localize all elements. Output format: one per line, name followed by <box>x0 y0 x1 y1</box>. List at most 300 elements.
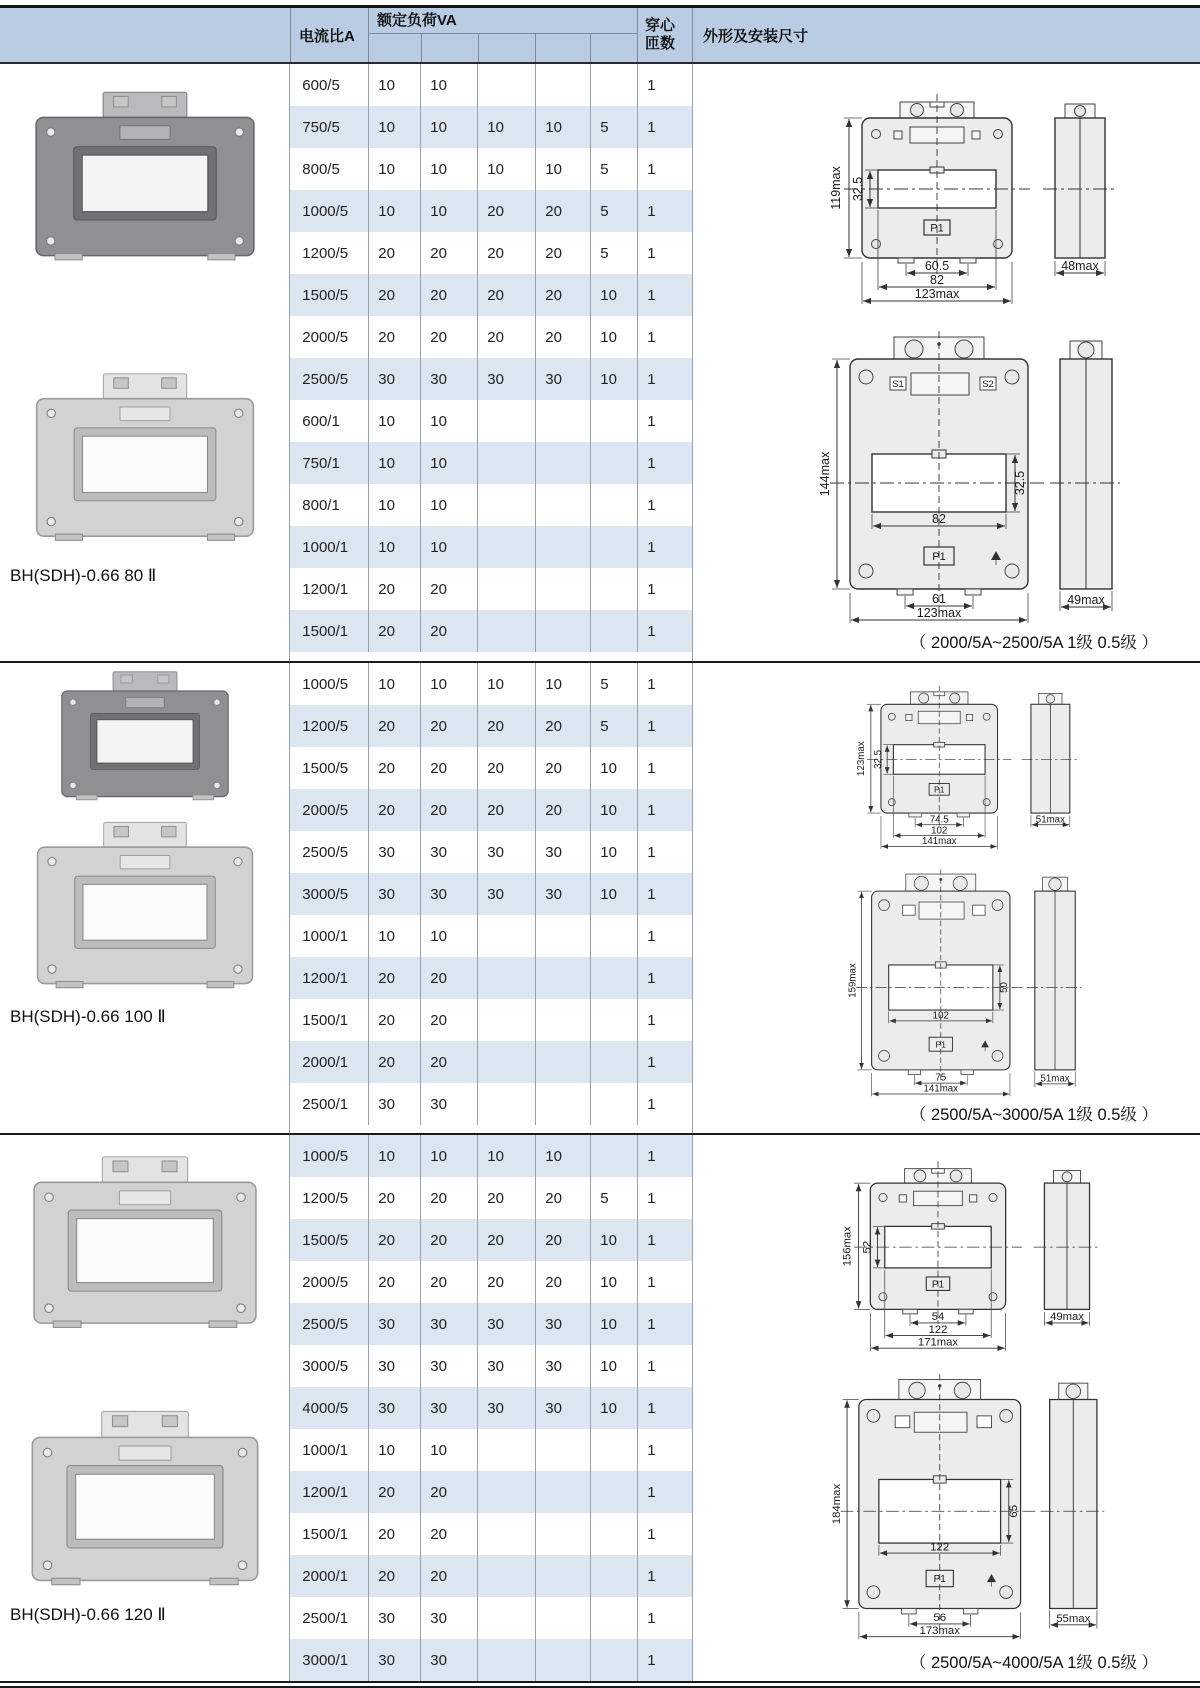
cell-class-02s: 10 <box>590 747 637 789</box>
cell-class-05s <box>477 400 535 442</box>
dim-depth: 48max <box>1060 259 1099 273</box>
cell-ratio: 4000/5 <box>302 1399 349 1417</box>
product-photos-120 <box>0 1135 289 1681</box>
cell-class-02 <box>535 915 590 957</box>
dim-depth: 51max <box>1035 814 1065 826</box>
cell-class-02: 10 <box>535 663 590 705</box>
cell-turns: 1 <box>637 1555 692 1597</box>
cell-class-02s <box>590 484 637 526</box>
cell-class-02: 30 <box>535 831 590 873</box>
cell-class-02 <box>535 999 590 1041</box>
cell-class-1: 20 <box>368 316 420 358</box>
table-header <box>0 5 1200 64</box>
table-row <box>290 747 692 789</box>
cell-class-02: 20 <box>535 316 590 358</box>
cell-ratio: 1000/1 <box>302 927 349 945</box>
cell-class-05s: 20 <box>477 232 535 274</box>
header-turns <box>637 8 692 62</box>
dim-height: 144max <box>817 451 832 497</box>
dim-overall-width: 123max <box>916 606 961 620</box>
header-turns-line1: 穿心 <box>645 17 676 34</box>
cell-class-1: 20 <box>368 610 420 652</box>
table-row <box>290 873 692 915</box>
p1-label: P1 <box>933 1574 946 1586</box>
dim-overall-width: 123max <box>914 287 959 301</box>
cell-class-05s <box>477 1083 535 1125</box>
cell-class-05: 30 <box>420 1303 477 1345</box>
product-photos-100 <box>0 663 289 1133</box>
cell-class-1: 30 <box>368 1345 420 1387</box>
cell-class-05s: 10 <box>477 148 535 190</box>
cell-class-02s: 5 <box>590 106 637 148</box>
cell-class-05s: 20 <box>477 190 535 232</box>
cell-class-05: 20 <box>420 789 477 831</box>
cell-class-05: 30 <box>420 1345 477 1387</box>
cell-class-02s <box>590 1041 637 1083</box>
cell-turns: 1 <box>637 663 692 705</box>
model-name: BH(SDH)-0.66 120 Ⅱ <box>10 1605 166 1624</box>
dim-height: 156max <box>841 1226 854 1267</box>
cell-class-1: 20 <box>368 1471 420 1513</box>
table-row <box>290 1135 692 1177</box>
cell-class-05s <box>477 442 535 484</box>
product-photo <box>21 813 269 995</box>
header-class-col <box>421 34 478 62</box>
cell-turns: 1 <box>637 1083 692 1125</box>
s2-label: S2 <box>981 379 994 390</box>
cell-class-05: 10 <box>420 1429 477 1471</box>
cell-ratio: 750/1 <box>302 454 340 472</box>
cell-turns: 1 <box>637 873 692 915</box>
cell-class-02s <box>590 442 637 484</box>
cell-ratio: 1000/5 <box>302 202 349 220</box>
cell-class-02s: 5 <box>590 663 637 705</box>
cell-ratio: 1000/5 <box>302 1147 349 1165</box>
drawing-caption: （ 2500/5A~4000/5A 1级 0.5级 ） <box>909 1654 1158 1672</box>
cell-class-1: 20 <box>368 789 420 831</box>
cell-class-02s <box>590 1135 637 1177</box>
cell-class-05s: 20 <box>477 1261 535 1303</box>
cell-class-05s: 20 <box>477 789 535 831</box>
cell-class-05s <box>477 1041 535 1083</box>
cell-class-02s: 5 <box>590 232 637 274</box>
cell-class-05s: 10 <box>477 663 535 705</box>
cell-class-02s: 10 <box>590 873 637 915</box>
spec-rows <box>290 663 692 1125</box>
cell-class-1: 20 <box>368 957 420 999</box>
cell-class-05s <box>477 1555 535 1597</box>
table-row <box>290 190 692 232</box>
product-photo <box>15 1399 275 1595</box>
table-row <box>290 1513 692 1555</box>
cell-class-02 <box>535 1429 590 1471</box>
p1-label: P1 <box>931 1279 944 1291</box>
cell-class-02s <box>590 1429 637 1471</box>
header-rated-load-title: 额定负荷VA <box>369 8 637 34</box>
cell-turns: 1 <box>637 64 692 106</box>
cell-turns: 1 <box>637 1219 692 1261</box>
cell-class-02s <box>590 1083 637 1125</box>
cell-class-02s: 5 <box>590 705 637 747</box>
cell-class-05s: 10 <box>477 106 535 148</box>
cell-class-02 <box>535 400 590 442</box>
product-photo <box>26 667 264 803</box>
cell-turns: 1 <box>637 316 692 358</box>
dim-window-width: 122 <box>929 1541 949 1554</box>
cell-class-02 <box>535 1041 590 1083</box>
table-row <box>290 705 692 747</box>
table-row <box>290 106 692 148</box>
cell-ratio: 1000/1 <box>302 538 349 556</box>
p1-label: P1 <box>933 784 945 795</box>
dim-foot-spacing: 54 <box>931 1311 944 1324</box>
cell-turns: 1 <box>637 999 692 1041</box>
cell-class-02: 20 <box>535 747 590 789</box>
cell-class-02s: 10 <box>590 274 637 316</box>
cell-ratio: 600/1 <box>302 412 340 430</box>
cell-class-05: 20 <box>420 610 477 652</box>
dim-foot-spacing: 75 <box>935 1072 946 1084</box>
cell-class-1: 30 <box>368 1083 420 1125</box>
cell-class-05s: 30 <box>477 831 535 873</box>
table-row <box>290 915 692 957</box>
cell-class-1: 30 <box>368 1639 420 1681</box>
table-row <box>290 1177 692 1219</box>
cell-class-02s: 10 <box>590 1261 637 1303</box>
dim-foot-spacing: 61 <box>931 592 946 606</box>
cell-turns: 1 <box>637 1429 692 1471</box>
cell-ratio: 1500/1 <box>302 1011 349 1029</box>
cell-class-1: 30 <box>368 358 420 400</box>
product-section-120 <box>0 1135 1200 1683</box>
dimension-drawing-front-large <box>772 319 1122 629</box>
table-row <box>290 1041 692 1083</box>
cell-class-05: 30 <box>420 358 477 400</box>
cell-ratio: 1000/1 <box>302 1441 349 1459</box>
cell-class-02 <box>535 1513 590 1555</box>
dim-foot-spacing: 60.5 <box>924 259 949 273</box>
cell-class-05: 20 <box>420 1513 477 1555</box>
cell-class-02: 30 <box>535 1303 590 1345</box>
cell-class-02 <box>535 1471 590 1513</box>
cell-class-05s: 30 <box>477 1387 535 1429</box>
dim-depth: 49max <box>1066 593 1105 607</box>
cell-class-02: 30 <box>535 1387 590 1429</box>
spec-rows <box>290 1135 692 1681</box>
cell-ratio: 2000/1 <box>302 1567 349 1585</box>
cell-class-1: 10 <box>368 663 420 705</box>
table-row <box>290 789 692 831</box>
dim-window-height: 32.5 <box>1012 470 1027 496</box>
cell-class-05s <box>477 610 535 652</box>
dim-overall-width: 141max <box>923 1083 958 1095</box>
cell-turns: 1 <box>637 789 692 831</box>
cell-class-02 <box>535 1597 590 1639</box>
cell-class-05s <box>477 1429 535 1471</box>
dim-foot-spacing: 56 <box>933 1612 946 1625</box>
cell-class-02: 30 <box>535 1345 590 1387</box>
table-row <box>290 957 692 999</box>
dimension-drawing-front <box>789 1147 1105 1359</box>
cell-class-1: 30 <box>368 1387 420 1429</box>
cell-class-05: 10 <box>420 400 477 442</box>
cell-class-05s: 30 <box>477 1345 535 1387</box>
cell-ratio: 1500/1 <box>302 1525 349 1543</box>
cell-turns: 1 <box>637 1345 692 1387</box>
dim-window-height: 32.5 <box>850 176 865 202</box>
cell-turns: 1 <box>637 957 692 999</box>
cell-class-05: 20 <box>420 568 477 610</box>
cell-class-1: 10 <box>368 915 420 957</box>
cell-class-02: 30 <box>535 358 590 400</box>
table-row <box>290 1083 692 1125</box>
table-row <box>290 1219 692 1261</box>
cell-class-1: 10 <box>368 190 420 232</box>
cell-class-02s <box>590 957 637 999</box>
table-row <box>290 484 692 526</box>
cell-class-02s: 10 <box>590 1219 637 1261</box>
cell-class-02s <box>590 526 637 568</box>
cell-class-02: 20 <box>535 1219 590 1261</box>
dimension-drawings-80 <box>692 64 1200 661</box>
spec-table-120 <box>289 1135 692 1681</box>
cell-ratio: 800/1 <box>302 496 340 514</box>
cell-class-02: 30 <box>535 873 590 915</box>
product-photo <box>16 86 274 264</box>
cell-class-02s: 5 <box>590 148 637 190</box>
cell-ratio: 2500/5 <box>302 843 349 861</box>
spec-rows <box>290 64 692 652</box>
model-name: BH(SDH)-0.66 80 Ⅱ <box>10 566 157 585</box>
cell-turns: 1 <box>637 831 692 873</box>
dim-overall-width: 141max <box>921 836 957 848</box>
cell-turns: 1 <box>637 400 692 442</box>
dim-window-width: 122 <box>928 1323 948 1336</box>
dim-height: 184max <box>830 1483 843 1525</box>
cell-class-05: 10 <box>420 1135 477 1177</box>
cell-ratio: 2000/5 <box>302 328 349 346</box>
cell-class-05: 20 <box>420 999 477 1041</box>
dim-window-width: 82 <box>931 512 946 526</box>
cell-class-1: 20 <box>368 1041 420 1083</box>
cell-turns: 1 <box>637 526 692 568</box>
cell-class-05: 10 <box>420 526 477 568</box>
cell-class-1: 20 <box>368 274 420 316</box>
cell-class-05s: 30 <box>477 873 535 915</box>
cell-class-05s <box>477 999 535 1041</box>
cell-class-02s <box>590 64 637 106</box>
cell-turns: 1 <box>637 442 692 484</box>
cell-class-02 <box>535 526 590 568</box>
table-row <box>290 1387 692 1429</box>
cell-class-1: 30 <box>368 1303 420 1345</box>
cell-ratio: 2500/5 <box>302 370 349 388</box>
cell-class-05: 30 <box>420 1083 477 1125</box>
cell-ratio: 1500/5 <box>302 1231 349 1249</box>
cell-class-1: 10 <box>368 526 420 568</box>
cell-class-02s: 10 <box>590 316 637 358</box>
cell-class-05: 10 <box>420 915 477 957</box>
dim-window-width: 102 <box>932 1010 949 1022</box>
table-row <box>290 1471 692 1513</box>
cell-class-02: 10 <box>535 106 590 148</box>
p1-label: P1 <box>935 1039 946 1050</box>
cell-class-1: 20 <box>368 1555 420 1597</box>
cell-turns: 1 <box>637 1303 692 1345</box>
cell-class-05s: 30 <box>477 1303 535 1345</box>
cell-class-02 <box>535 484 590 526</box>
cell-class-02s <box>590 400 637 442</box>
cell-ratio: 2000/5 <box>302 801 349 819</box>
table-row <box>290 274 692 316</box>
product-section-80 <box>0 64 1200 663</box>
cell-turns: 1 <box>637 1387 692 1429</box>
spec-table-80 <box>289 64 692 661</box>
table-row <box>290 1345 692 1387</box>
table-row <box>290 232 692 274</box>
cell-turns: 1 <box>637 232 692 274</box>
cell-ratio: 1000/5 <box>302 675 349 693</box>
product-photo <box>20 360 270 552</box>
cell-turns: 1 <box>637 274 692 316</box>
cell-turns: 1 <box>637 106 692 148</box>
table-row <box>290 831 692 873</box>
cell-class-05: 20 <box>420 747 477 789</box>
cell-class-02s: 5 <box>590 190 637 232</box>
cell-class-1: 10 <box>368 1429 420 1471</box>
dim-window-height: 52 <box>860 1240 873 1254</box>
cell-class-1: 10 <box>368 400 420 442</box>
cell-class-02: 20 <box>535 274 590 316</box>
spec-table-100 <box>289 663 692 1133</box>
cell-class-05s <box>477 526 535 568</box>
cell-class-02: 20 <box>535 232 590 274</box>
cell-class-02s <box>590 1555 637 1597</box>
cell-ratio: 2500/1 <box>302 1095 349 1113</box>
cell-class-05: 30 <box>420 873 477 915</box>
cell-class-02s: 5 <box>590 1177 637 1219</box>
cell-turns: 1 <box>637 1261 692 1303</box>
model-name: BH(SDH)-0.66 100 Ⅱ <box>10 1007 166 1026</box>
table-row <box>290 316 692 358</box>
cell-class-05: 30 <box>420 831 477 873</box>
cell-class-02 <box>535 610 590 652</box>
table-row <box>290 999 692 1041</box>
cell-turns: 1 <box>637 915 692 957</box>
cell-class-1: 20 <box>368 1219 420 1261</box>
cell-class-05: 20 <box>420 1555 477 1597</box>
dim-height: 123max <box>855 741 867 776</box>
s1-label: S1 <box>891 379 904 390</box>
cell-class-05: 20 <box>420 316 477 358</box>
cell-ratio: 1200/5 <box>302 717 349 735</box>
cell-class-05: 20 <box>420 232 477 274</box>
drawing-caption: （ 2000/5A~2500/5A 1级 0.5级 ） <box>909 634 1158 652</box>
cell-class-05s <box>477 484 535 526</box>
cell-class-1: 20 <box>368 747 420 789</box>
cell-turns: 1 <box>637 1513 692 1555</box>
cell-turns: 1 <box>637 148 692 190</box>
cell-class-05s: 10 <box>477 1135 535 1177</box>
cell-class-05s <box>477 915 535 957</box>
cell-class-05: 10 <box>420 64 477 106</box>
cell-turns: 1 <box>637 1177 692 1219</box>
p1-label: P1 <box>931 551 946 563</box>
cell-class-1: 10 <box>368 106 420 148</box>
cell-class-05: 30 <box>420 1387 477 1429</box>
cell-turns: 1 <box>637 1135 692 1177</box>
dimension-drawing-front-large <box>788 1363 1106 1645</box>
cell-class-02s: 10 <box>590 1387 637 1429</box>
cell-ratio: 1200/5 <box>302 1189 349 1207</box>
dim-overall-width: 173max <box>919 1624 960 1637</box>
cell-class-02: 20 <box>535 789 590 831</box>
cell-class-1: 20 <box>368 568 420 610</box>
cell-class-05s <box>477 957 535 999</box>
cell-class-02 <box>535 1555 590 1597</box>
header-current-ratio: 电流比A <box>290 8 368 62</box>
header-class-col <box>369 34 421 62</box>
table-row <box>290 1261 692 1303</box>
cell-class-02s: 10 <box>590 831 637 873</box>
table-row <box>290 526 692 568</box>
product-photos-80 <box>0 64 289 661</box>
cell-class-05s <box>477 1597 535 1639</box>
header-photo-spacer <box>0 8 290 62</box>
cell-class-02: 20 <box>535 705 590 747</box>
cell-class-02: 20 <box>535 190 590 232</box>
cell-class-05: 10 <box>420 663 477 705</box>
dimension-drawing-front <box>772 78 1122 313</box>
cell-ratio: 600/5 <box>302 76 340 94</box>
cell-turns: 1 <box>637 1041 692 1083</box>
dim-depth: 51max <box>1040 1073 1070 1085</box>
cell-class-02 <box>535 1083 590 1125</box>
dimension-drawing-front-large <box>811 860 1083 1101</box>
header-class-col <box>478 34 536 62</box>
cell-class-1: 20 <box>368 1261 420 1303</box>
cell-class-02 <box>535 442 590 484</box>
cell-ratio: 1200/5 <box>302 244 349 262</box>
dim-height: 159max <box>846 963 858 998</box>
cell-ratio: 1200/1 <box>302 1483 349 1501</box>
cell-ratio: 2000/5 <box>302 1273 349 1291</box>
cell-class-02s <box>590 1597 637 1639</box>
dimension-drawings-100 <box>692 663 1200 1133</box>
cell-class-1: 20 <box>368 999 420 1041</box>
cell-turns: 1 <box>637 568 692 610</box>
cell-ratio: 3000/5 <box>302 885 349 903</box>
header-class-col <box>590 34 637 62</box>
cell-class-05s: 20 <box>477 1219 535 1261</box>
cell-class-02s <box>590 1471 637 1513</box>
cell-turns: 1 <box>637 1597 692 1639</box>
cell-class-1: 10 <box>368 148 420 190</box>
dim-window-height: 50 <box>998 982 1010 993</box>
cell-turns: 1 <box>637 1639 692 1681</box>
cell-ratio: 2500/5 <box>302 1315 349 1333</box>
cell-ratio: 2500/1 <box>302 1609 349 1627</box>
cell-class-02 <box>535 64 590 106</box>
table-row <box>290 663 692 705</box>
product-photo <box>17 1147 273 1335</box>
cell-class-02s <box>590 915 637 957</box>
table-row <box>290 610 692 652</box>
cell-ratio: 1500/5 <box>302 286 349 304</box>
cell-class-05: 20 <box>420 1219 477 1261</box>
cell-class-02: 10 <box>535 148 590 190</box>
cell-class-1: 30 <box>368 1597 420 1639</box>
